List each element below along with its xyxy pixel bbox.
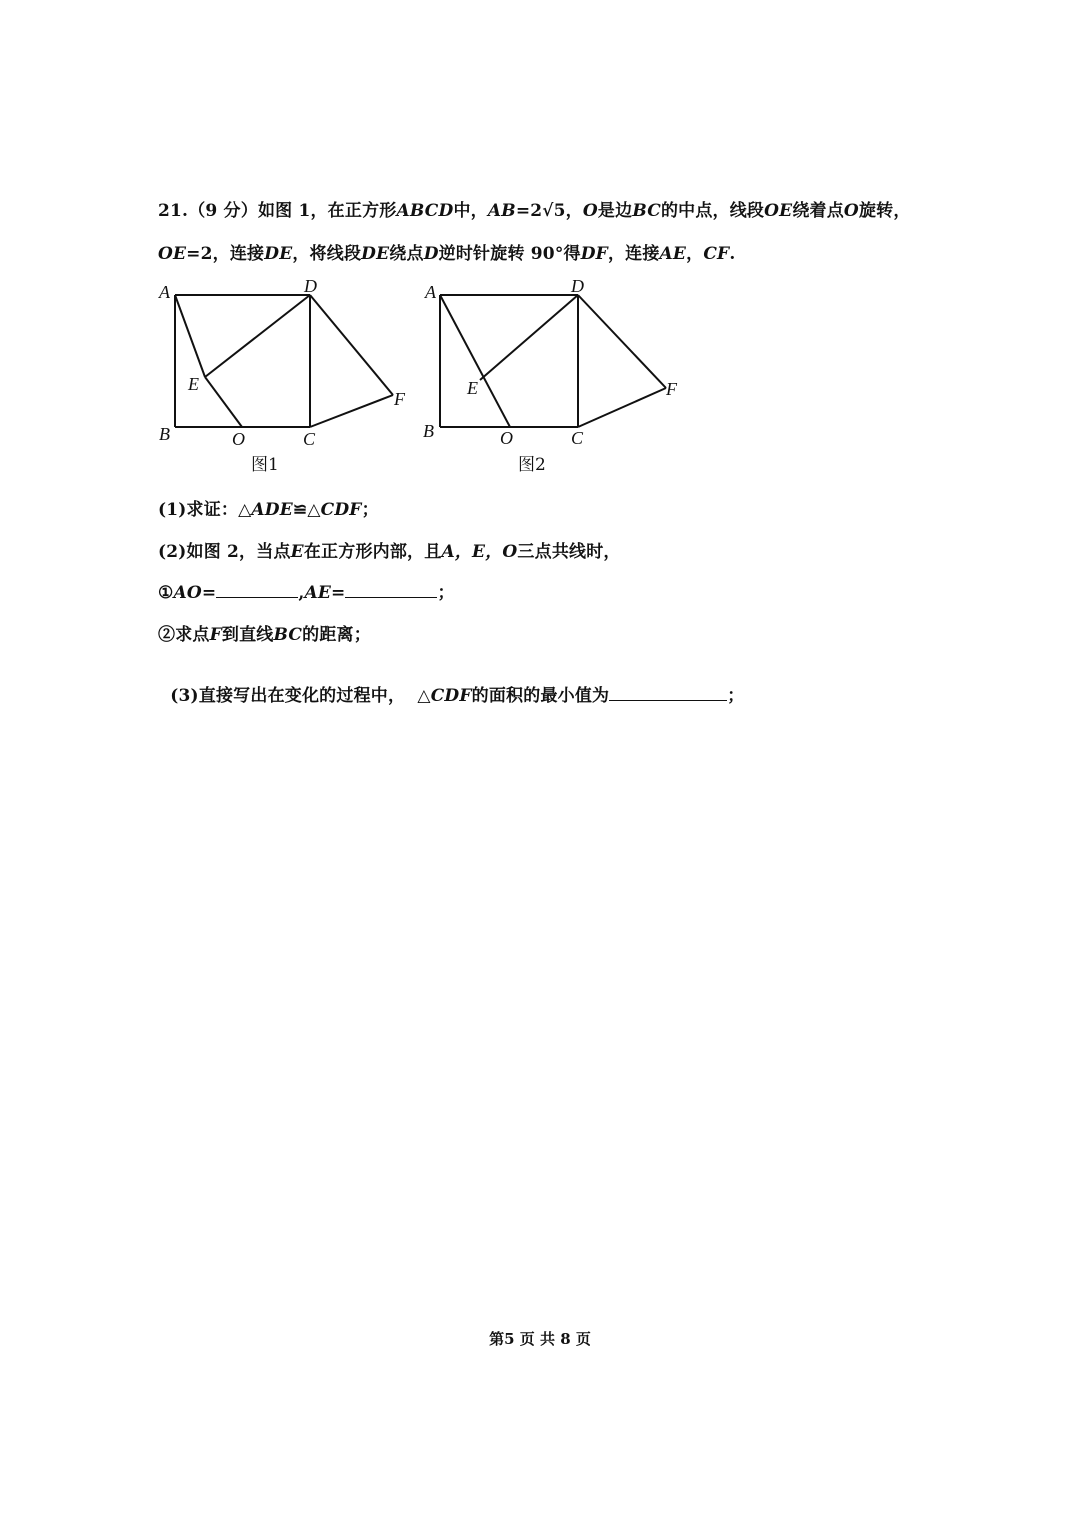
- fig2-segment-df: [578, 295, 666, 388]
- fig2-segment-de: [480, 295, 578, 380]
- fig2-label-f: F: [666, 379, 677, 399]
- fig1-label-e: E: [188, 374, 199, 394]
- fig2-caption: 图2: [518, 455, 546, 475]
- fig1-segment-de: [205, 295, 310, 377]
- fig1-label-b: B: [159, 424, 170, 444]
- question-2: (2)如图 2，当点E在正方形内部，且A，E，O三点共线时，: [158, 542, 621, 562]
- page-footer: 第5 页 共 8 页: [489, 1330, 591, 1348]
- problem-line-1: 21.（9 分）如图 1，在正方形ABCD中，AB=2√5，O是边BC的中点，线段OE绕着点O旋转，: [158, 201, 911, 221]
- figure-2: [420, 270, 700, 460]
- figure-1: [150, 270, 420, 460]
- answer-blank-min-area[interactable]: [609, 684, 727, 701]
- fig2-label-b: B: [423, 421, 434, 441]
- problem-line-2: OE=2，连接DE，将线段DE绕点D逆时针旋转 90°得DF，连接AE，CF.: [158, 244, 736, 264]
- fig1-label-f: F: [394, 389, 405, 409]
- fig2-segment-ao: [440, 295, 510, 427]
- question-2-part-1: ①AO= ,AE= ；: [158, 583, 455, 603]
- fig2-label-o: O: [500, 428, 513, 448]
- answer-blank-ae[interactable]: [345, 581, 437, 598]
- fig2-label-a: A: [425, 282, 436, 302]
- question-1: (1)求证：△ADE≌△CDF；: [158, 500, 379, 520]
- fig1-segment-df: [310, 295, 393, 395]
- fig1-label-d: D: [304, 276, 317, 296]
- question-3: (3)直接写出在变化的过程中， △CDF的面积的最小值为 ；: [170, 686, 745, 706]
- fig1-segment-cf: [310, 395, 393, 427]
- fig1-segment-ae: [175, 295, 205, 377]
- fig1-label-a: A: [159, 282, 170, 302]
- fig2-label-c: C: [571, 428, 584, 448]
- fig1-label-c: C: [303, 429, 316, 449]
- problem-number: 21.: [158, 201, 189, 221]
- fig2-label-e: E: [467, 378, 478, 398]
- answer-blank-ao[interactable]: [216, 581, 298, 598]
- fig1-label-o: O: [232, 429, 245, 449]
- fig2-label-d: D: [571, 276, 584, 296]
- fig2-segment-cf: [578, 388, 666, 427]
- fig1-caption: 图1: [251, 455, 279, 475]
- question-2-part-2: ②求点F到直线BC的距离；: [158, 625, 371, 645]
- fig1-segment-oe: [205, 377, 242, 427]
